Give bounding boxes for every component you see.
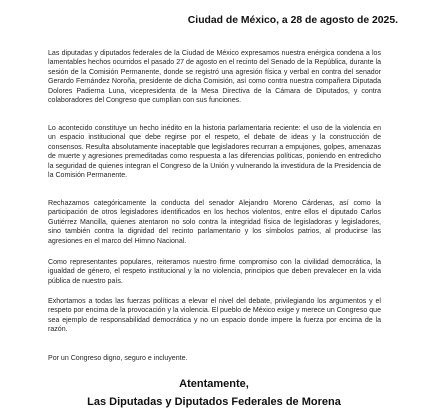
paragraph-condemnation: Las diputadas y diputados federales de la Ciudad de México expresamos nuestra enérgica condena a los lamentables hechos ocurridos el pasado 27 de agosto en el recinto del Senado de la República, durante la sesión de la Comisión Permanente, donde se registró una agresión física y verbal en contra del senador Gerardo Fernández Noroña, presidente de dicha Comisión, así como contra nuestra compañera Diputada Dolores Padierna Luna, vicepresidenta de la Mesa Directiva de la Cámara de Diputados, y contra colaboradores del Congreso que cumplían con sus funciones.	[48, 50, 381, 105]
paragraph-commitment: Como representantes populares, reiteramos nuestro firme compromiso con la civilidad democrática, la igualdad de género, el respeto institucional y la no violencia, principios que deben prevalecer en la vida pública de nuestro país.	[48, 259, 381, 285]
paragraph-unprecedented-violence: Lo acontecido constituye un hecho inédito en la historia parlamentaria reciente: el uso de la violencia en un espacio institucional que debe regirse por el respeto, el debate de ideas y la construcción de consensos. Resulta absolutamente inaceptable que legisladores recurran a empujones, golpes, amenazas de muerte y agresiones premeditadas como respuesta a las diferencias políticas, poniendo en entredicho la seguridad de quienes integran el Congreso de la Unión y vulnerando la investidura de la Presidencia de la Comisión Permanente.	[48, 125, 381, 180]
paragraph-rejection: Rechazamos categóricamente la conducta del senador Alejandro Moreno Cárdenas, así como la participación de otros legisladores identificados en los hechos violentos, entre ellos el diputado Carlos Gutiérrez Mancilla, quienes atentaron no solo contra la integridad física de legisladoras y legisladores, sino también contra la dignidad del recinto parlamentario y los símbolos patrios, al producirse las agresiones en el marco del Himno Nacional.	[48, 200, 381, 245]
signature-line: Las Diputadas y Diputados Federales de Morena	[87, 396, 341, 408]
paragraph-motto: Por un Congreso digno, seguro e incluyente.	[48, 355, 188, 362]
closing-salutation: Atentamente,	[179, 378, 249, 390]
dateline: Ciudad de México, a 28 de agosto de 2025.	[187, 15, 398, 26]
paragraph-exhortation: Exhortamos a todas las fuerzas políticas a elevar el nivel del debate, privilegiando los argumentos y el respeto por encima de la provocación y la violencia. El pueblo de México exige y merece un Congreso que sea ejemplo de responsabilidad democrática y no un espacio donde impere la fuerza por encima de la razón.	[48, 298, 381, 334]
